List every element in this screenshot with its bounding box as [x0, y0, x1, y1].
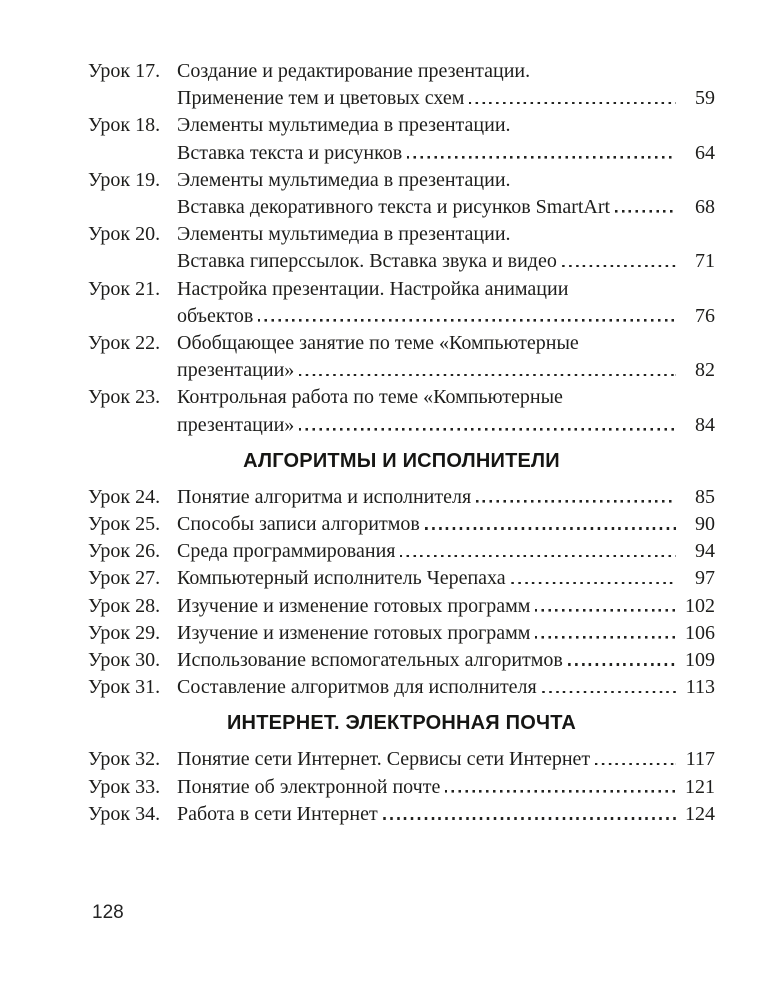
- toc-entry-first-line: [88, 674, 715, 701]
- dot-leader: [383, 817, 676, 820]
- dot-leader: [542, 691, 676, 694]
- toc-section: [88, 58, 715, 439]
- lesson-title: Изучение и изменение готовых программ: [177, 621, 531, 644]
- dot-leader: [615, 210, 676, 213]
- toc-entry: [88, 774, 715, 801]
- lesson-title-continued: объектов: [177, 304, 254, 327]
- toc-entry: [88, 647, 715, 674]
- lesson-number: Урок 27.: [88, 567, 161, 590]
- lesson-number: Урок 21.: [88, 277, 161, 300]
- lesson-title: Обобщающее занятие по теме «Компьютерные: [177, 332, 579, 355]
- dot-leader: [595, 763, 676, 766]
- toc-section: [88, 448, 715, 702]
- toc-entry-first-line: [88, 330, 715, 357]
- lesson-number: Урок 34.: [88, 802, 161, 825]
- lesson-title: Изучение и изменение готовых программ: [177, 594, 531, 617]
- toc-entry: [88, 801, 715, 828]
- toc-entry-first-line: [88, 167, 715, 194]
- section-entries: [88, 484, 715, 702]
- lesson-title: Контрольная работа по теме «Компьютерные: [177, 386, 563, 409]
- toc-entry: [88, 112, 715, 166]
- lesson-title-continued: Вставка гиперссылок. Вставка звука и видео: [177, 250, 557, 273]
- lesson-page-number: 121: [685, 775, 715, 798]
- dot-leader: [258, 319, 676, 322]
- lesson-number: Урок 18.: [88, 114, 161, 137]
- dot-leader: [299, 374, 676, 377]
- lesson-page-number: 82: [695, 359, 715, 382]
- toc-entry-first-line: [88, 774, 715, 801]
- lesson-number: Урок 33.: [88, 775, 161, 798]
- toc-entry-continuation-line: [88, 85, 715, 112]
- lesson-title-continued: презентации»: [177, 359, 295, 382]
- lesson-page-number: 102: [685, 594, 715, 617]
- toc-entry-continuation-line: [88, 140, 715, 167]
- lesson-page-number: 71: [695, 250, 715, 273]
- lesson-page-number: 94: [695, 540, 715, 563]
- dot-leader: [445, 790, 676, 793]
- section-heading: АЛГОРИТМЫ И ИСПОЛНИТЕЛИ: [243, 449, 560, 472]
- dot-leader: [469, 102, 676, 105]
- dot-leader: [476, 500, 676, 503]
- lesson-page-number: 106: [685, 621, 715, 644]
- toc-entry: [88, 484, 715, 511]
- dot-leader: [562, 265, 676, 268]
- toc-entry: [88, 565, 715, 592]
- lesson-title-continued: Применение тем и цветовых схем: [177, 87, 465, 110]
- lesson-title-continued: презентации»: [177, 413, 295, 436]
- toc-entry-first-line: [88, 276, 715, 303]
- lesson-number: Урок 19.: [88, 168, 161, 191]
- lesson-page-number: 97: [695, 567, 715, 590]
- lesson-page-number: 109: [685, 649, 715, 672]
- toc-entry-continuation-line: [88, 357, 715, 384]
- toc-entry: [88, 276, 715, 330]
- toc-entry: [88, 167, 715, 221]
- section-heading: ИНТЕРНЕТ. ЭЛЕКТРОННАЯ ПОЧТА: [226, 712, 576, 735]
- lesson-title: Способы записи алгоритмов: [177, 513, 420, 536]
- toc-entry-first-line: [88, 565, 715, 592]
- toc-entry-continuation-line: [88, 412, 715, 439]
- lesson-title: Компьютерный исполнитель Черепаха: [177, 567, 506, 590]
- lesson-page-number: 68: [695, 196, 715, 219]
- toc-entry: [88, 746, 715, 773]
- toc-entry-first-line: [88, 221, 715, 248]
- toc-entry-continuation-line: [88, 303, 715, 330]
- lesson-title: Настройка презентации. Настройка анимации: [177, 277, 569, 300]
- toc-entry-first-line: [88, 647, 715, 674]
- toc-entry: [88, 593, 715, 620]
- lesson-page-number: 59: [695, 87, 715, 110]
- lesson-title: Элементы мультимедиа в презентации.: [177, 168, 511, 191]
- lesson-number: Урок 28.: [88, 594, 161, 617]
- toc-entry-continuation-line: [88, 248, 715, 275]
- lesson-title: Составление алгоритмов для исполнителя: [177, 676, 537, 699]
- toc-entry-first-line: [88, 112, 715, 139]
- lesson-number: Урок 24.: [88, 485, 161, 508]
- toc-entry-first-line: [88, 58, 715, 85]
- section-entries: [88, 746, 715, 828]
- lesson-number: Урок 20.: [88, 223, 161, 246]
- toc-entry-first-line: [88, 801, 715, 828]
- dot-leader: [400, 555, 676, 558]
- lesson-title-continued: Вставка декоративного текста и рисунков SmartArt: [177, 196, 611, 219]
- lesson-number: Урок 26.: [88, 540, 161, 563]
- lesson-title: Среда программирования: [177, 540, 396, 563]
- lesson-number: Урок 30.: [88, 649, 161, 672]
- toc-entry-first-line: [88, 511, 715, 538]
- lesson-title: Элементы мультимедиа в презентации.: [177, 223, 511, 246]
- section-entries: [88, 58, 715, 439]
- lesson-page-number: 124: [685, 802, 715, 825]
- toc-entry: [88, 330, 715, 384]
- toc-entry-first-line: [88, 593, 715, 620]
- lesson-title: Понятие об электронной почте: [177, 775, 441, 798]
- lesson-title: Элементы мультимедиа в презентации.: [177, 114, 511, 137]
- dot-leader: [511, 582, 676, 585]
- toc-entry: [88, 511, 715, 538]
- page-number: 128: [92, 902, 124, 923]
- dot-leader: [535, 636, 676, 639]
- lesson-number: Урок 22.: [88, 332, 161, 355]
- toc-entry: [88, 384, 715, 438]
- lesson-number: Урок 23.: [88, 386, 161, 409]
- dot-leader: [425, 527, 676, 530]
- toc-entry-continuation-line: [88, 194, 715, 221]
- toc-entry-first-line: [88, 538, 715, 565]
- toc-entry-first-line: [88, 384, 715, 411]
- dot-leader: [407, 156, 676, 159]
- lesson-page-number: 90: [695, 513, 715, 536]
- toc-section: [88, 710, 715, 828]
- lesson-title: Понятие алгоритма и исполнителя: [177, 485, 472, 508]
- lesson-title: Понятие сети Интернет. Сервисы сети Интернет: [177, 748, 591, 771]
- dot-leader: [568, 663, 676, 666]
- lesson-page-number: 85: [695, 485, 715, 508]
- lesson-number: Урок 31.: [88, 676, 161, 699]
- dot-leader: [535, 609, 676, 612]
- lesson-title: Создание и редактирование презентации.: [177, 60, 531, 82]
- toc-entry: [88, 674, 715, 701]
- toc-entry: [88, 58, 715, 112]
- lesson-title: Работа в сети Интернет: [177, 802, 378, 825]
- dot-leader: [299, 428, 676, 431]
- toc-entry-first-line: [88, 746, 715, 773]
- toc-entry: [88, 538, 715, 565]
- lesson-page-number: 113: [685, 676, 715, 699]
- lesson-number: Урок 17.: [88, 60, 161, 82]
- lesson-page-number: 117: [685, 748, 715, 771]
- toc-entry-first-line: [88, 620, 715, 647]
- lesson-number: Урок 32.: [88, 748, 161, 771]
- lesson-title-continued: Вставка текста и рисунков: [177, 141, 403, 164]
- lesson-page-number: 84: [695, 413, 715, 436]
- lesson-page-number: 76: [695, 304, 715, 327]
- toc-entry: [88, 221, 715, 275]
- lesson-number: Урок 25.: [88, 513, 161, 536]
- toc-entry-first-line: [88, 484, 715, 511]
- lesson-page-number: 64: [695, 141, 715, 164]
- table-of-contents: [88, 58, 715, 828]
- lesson-number: Урок 29.: [88, 621, 161, 644]
- toc-entry: [88, 620, 715, 647]
- lesson-title: Использование вспомогательных алгоритмов: [177, 649, 563, 672]
